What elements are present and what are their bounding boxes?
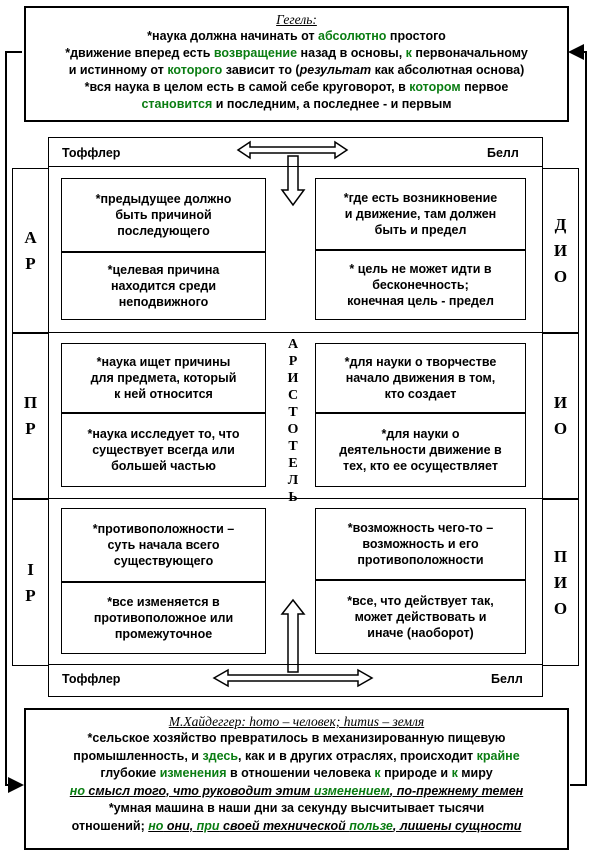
row-divider	[48, 166, 543, 167]
toffler-label-top: Тоффлер	[62, 146, 121, 160]
side-label-ar: А Р	[12, 168, 49, 333]
side-label-io: И О	[542, 333, 579, 499]
left-cell-1: *предыдущее должно быть причиной последующего	[61, 178, 266, 252]
toffler-label-bottom: Тоффлер	[62, 672, 121, 686]
side-label-dio: Д И О	[542, 168, 579, 333]
hegel-title: Гегель:	[276, 12, 317, 27]
right-cell-2: * цель не может идти в бесконечность; конечная цель - предел	[315, 250, 526, 320]
right-cell-4: *для науки о деятельности движение в тех, кто ее осуществляет	[315, 413, 526, 487]
left-cell-2: *целевая причина находится среди неподвижного	[61, 252, 266, 320]
left-cell-3: *наука ищет причины для предмета, который к ней относится	[61, 343, 266, 413]
heidegger-text: *сельское хозяйство превратилось в механизированную пищевую промышленность, и здесь, как и в других отраслях, происходит крайне глубокие изменения в отношении человека к природе и к миру но смысл того, что руководит этим изменением, по-прежнему темен *умная машина в наши дни за секунду высчитывает тысячи отношений; но они, при своей технической пользе, лишены сущности	[69, 731, 524, 833]
row-divider	[48, 664, 543, 665]
right-cell-5: *возможность чего-то – возможность и его противоположности	[315, 508, 526, 580]
left-cell-6: *все изменяется в противоположное или промежуточное	[61, 582, 266, 654]
bell-label-bottom: Белл	[491, 672, 523, 686]
aristotle-column: А Р И С Т О Т Е Л Ь	[287, 337, 299, 505]
side-label-pio: П И О	[542, 499, 579, 666]
heidegger-title: М.Хайдеггер: homo – человек; humus – земля	[168, 714, 425, 729]
right-cell-1: *где есть возникновение и движение, там должен быть и предел	[315, 178, 526, 250]
left-cell-4: *наука исследует то, что существует всегда или большей частью	[61, 413, 266, 487]
side-label-ir: І Р	[12, 499, 49, 666]
right-cell-3: *для науки о творчестве начало движения в том, кто создает	[315, 343, 526, 413]
hegel-text: *наука должна начинать от абсолютно простого *движение вперед есть возвращение назад в основы, к первоначальному и истинному от которого зависит то (результат как абсолютная основа) *вся наука в целом есть в самой себе круговорот, в котором первое становится и последним, а последнее - и первым	[65, 29, 528, 111]
bell-label-top: Белл	[487, 146, 519, 160]
heidegger-scroll	[24, 708, 569, 850]
left-cell-5: *противоположности – суть начала всего существующего	[61, 508, 266, 582]
right-cell-6: *все, что действует так, может действовать и иначе (наоборот)	[315, 580, 526, 654]
side-label-pr: П Р	[12, 333, 49, 499]
